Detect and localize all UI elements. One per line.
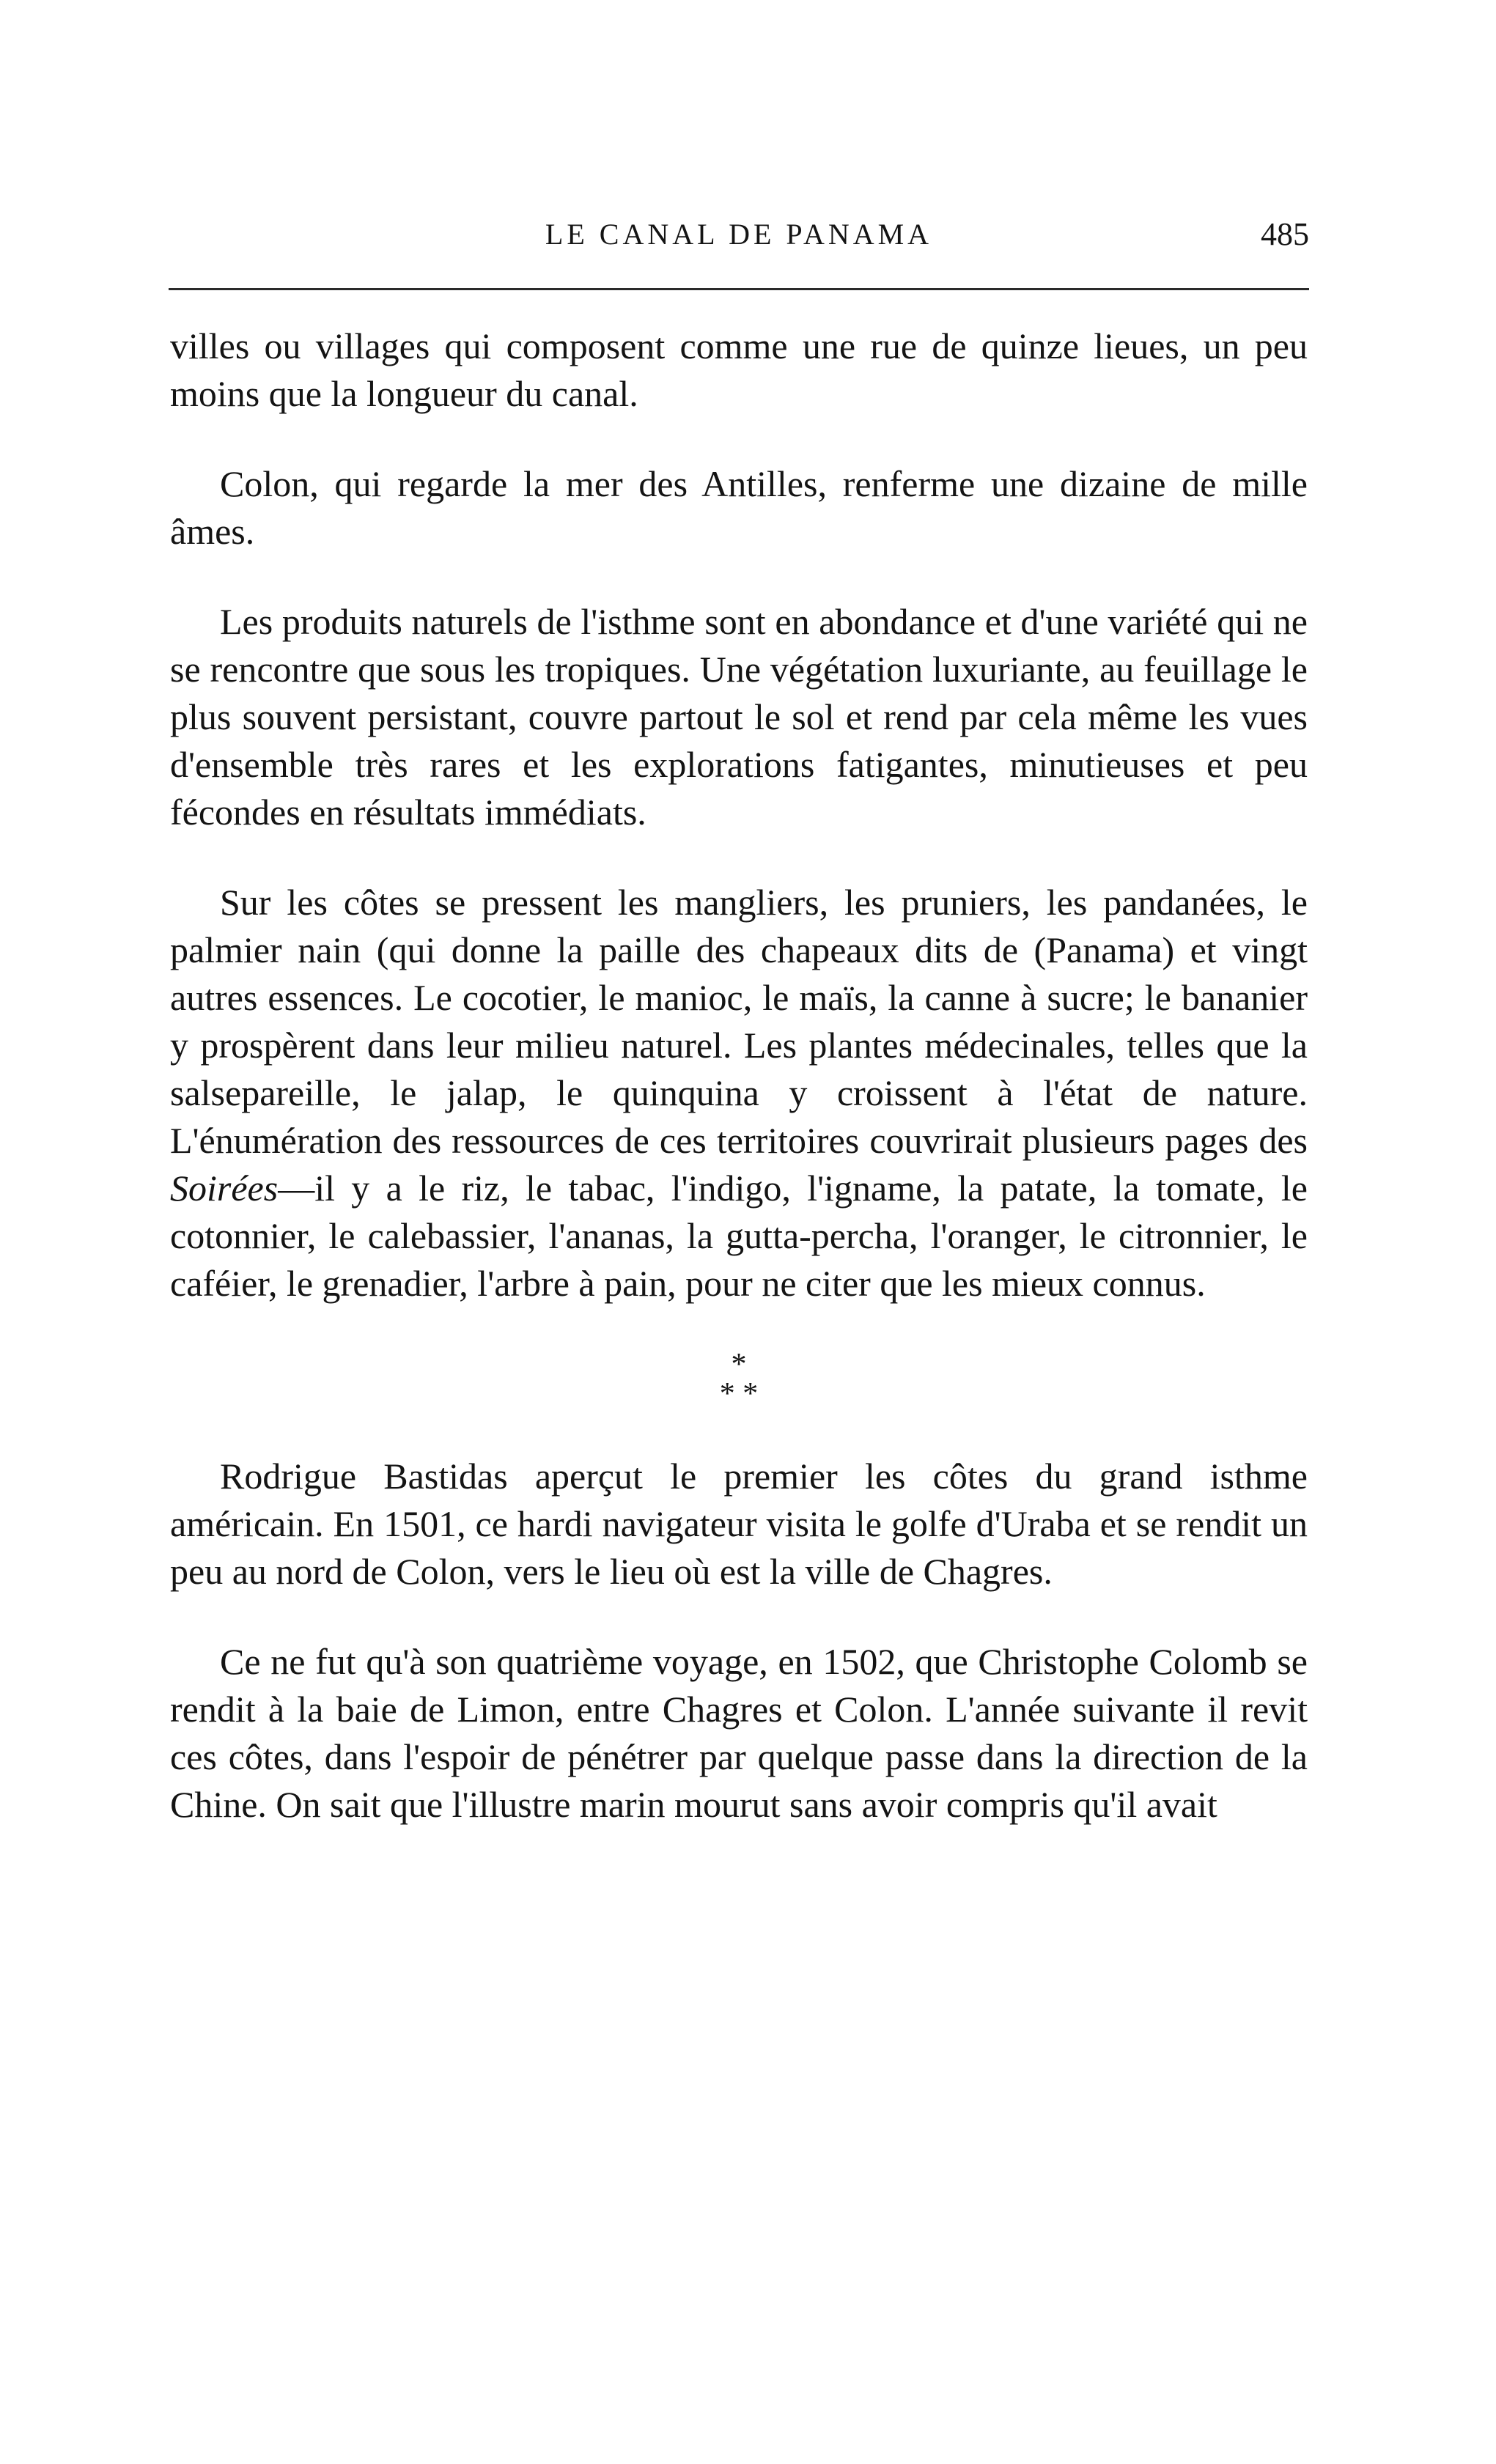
paragraph-vegetation-part-1: Sur les côtes se pressent les mangliers, les pruniers, les pandanées, le palmier nain (qui donne la paille des chapeaux dits de (Panama) et vingt autres essences. Le cocotier, le manioc, le maïs, la canne à sucre; le bananier y prospèrent dans leur milieu naturel. Les plantes médecinales, telles que la salsepareille, le jalap, le quinquina y croissent à l'état de nature. L'énumération des ressources de ces territoires couvrirait plusieurs pages des <box>170 882 1308 1161</box>
body-text <box>170 322 1308 1871</box>
header-rule <box>169 288 1309 290</box>
running-title: LE CANAL DE PANAMA <box>545 218 933 251</box>
paragraph-vegetation-italic-title: Soirées <box>170 1168 279 1209</box>
running-head <box>169 213 1309 257</box>
asterism-separator <box>170 1350 1308 1409</box>
asterism-bottom: * * <box>719 1377 759 1411</box>
asterism-top: * <box>731 1348 747 1382</box>
paragraph-vegetation <box>170 879 1308 1307</box>
page-number: 485 <box>1261 216 1309 252</box>
paragraph-colon: Colon, qui regarde la mer des Antilles, renferme une dizaine de mille âmes. <box>170 463 1308 552</box>
paragraph-colomb: Ce ne fut qu'à son quatrième voyage, en 1502, que Christophe Colomb se rendit à la baie de Limon, entre Chagres et Colon. L'année suivante il revit ces côtes, dans l'espoir de pénétrer par quelque passe dans la direction de la Chine. On sait que l'illustre marin mourut sans avoir compris qu'il avait <box>170 1641 1308 1825</box>
paragraph-bastidas: Rodrigue Bastidas aperçut le premier les côtes du grand isthme américain. En 1501, ce hardi navigateur visita le golfe d'Uraba et se rendit un peu au nord de Colon, vers le lieu où est la ville de Chagres. <box>170 1456 1308 1592</box>
paragraph-vegetation-part-2: —il y a le riz, le tabac, l'indigo, l'igname, la patate, la tomate, le cotonnier, le calebassier, l'ananas, la gutta-percha, l'oranger, le citronnier, le caféier, le grenadier, l'arbre à pain, pour ne citer que les mieux connus. <box>170 1168 1308 1304</box>
paragraph-continued: villes ou villages qui composent comme une rue de quinze lieues, un peu moins que la longueur du canal. <box>170 325 1308 414</box>
paragraph-natural-products: Les produits naturels de l'isthme sont en abondance et d'une variété qui ne se rencontre que sous les tropiques. Une végétation luxuriante, au feuillage le plus souvent persistant, couvre partout le sol et rend par cela même les vues d'ensemble très rares et les explorations fatigantes, minutieuses et peu fécondes en résultats immédiats. <box>170 601 1308 833</box>
